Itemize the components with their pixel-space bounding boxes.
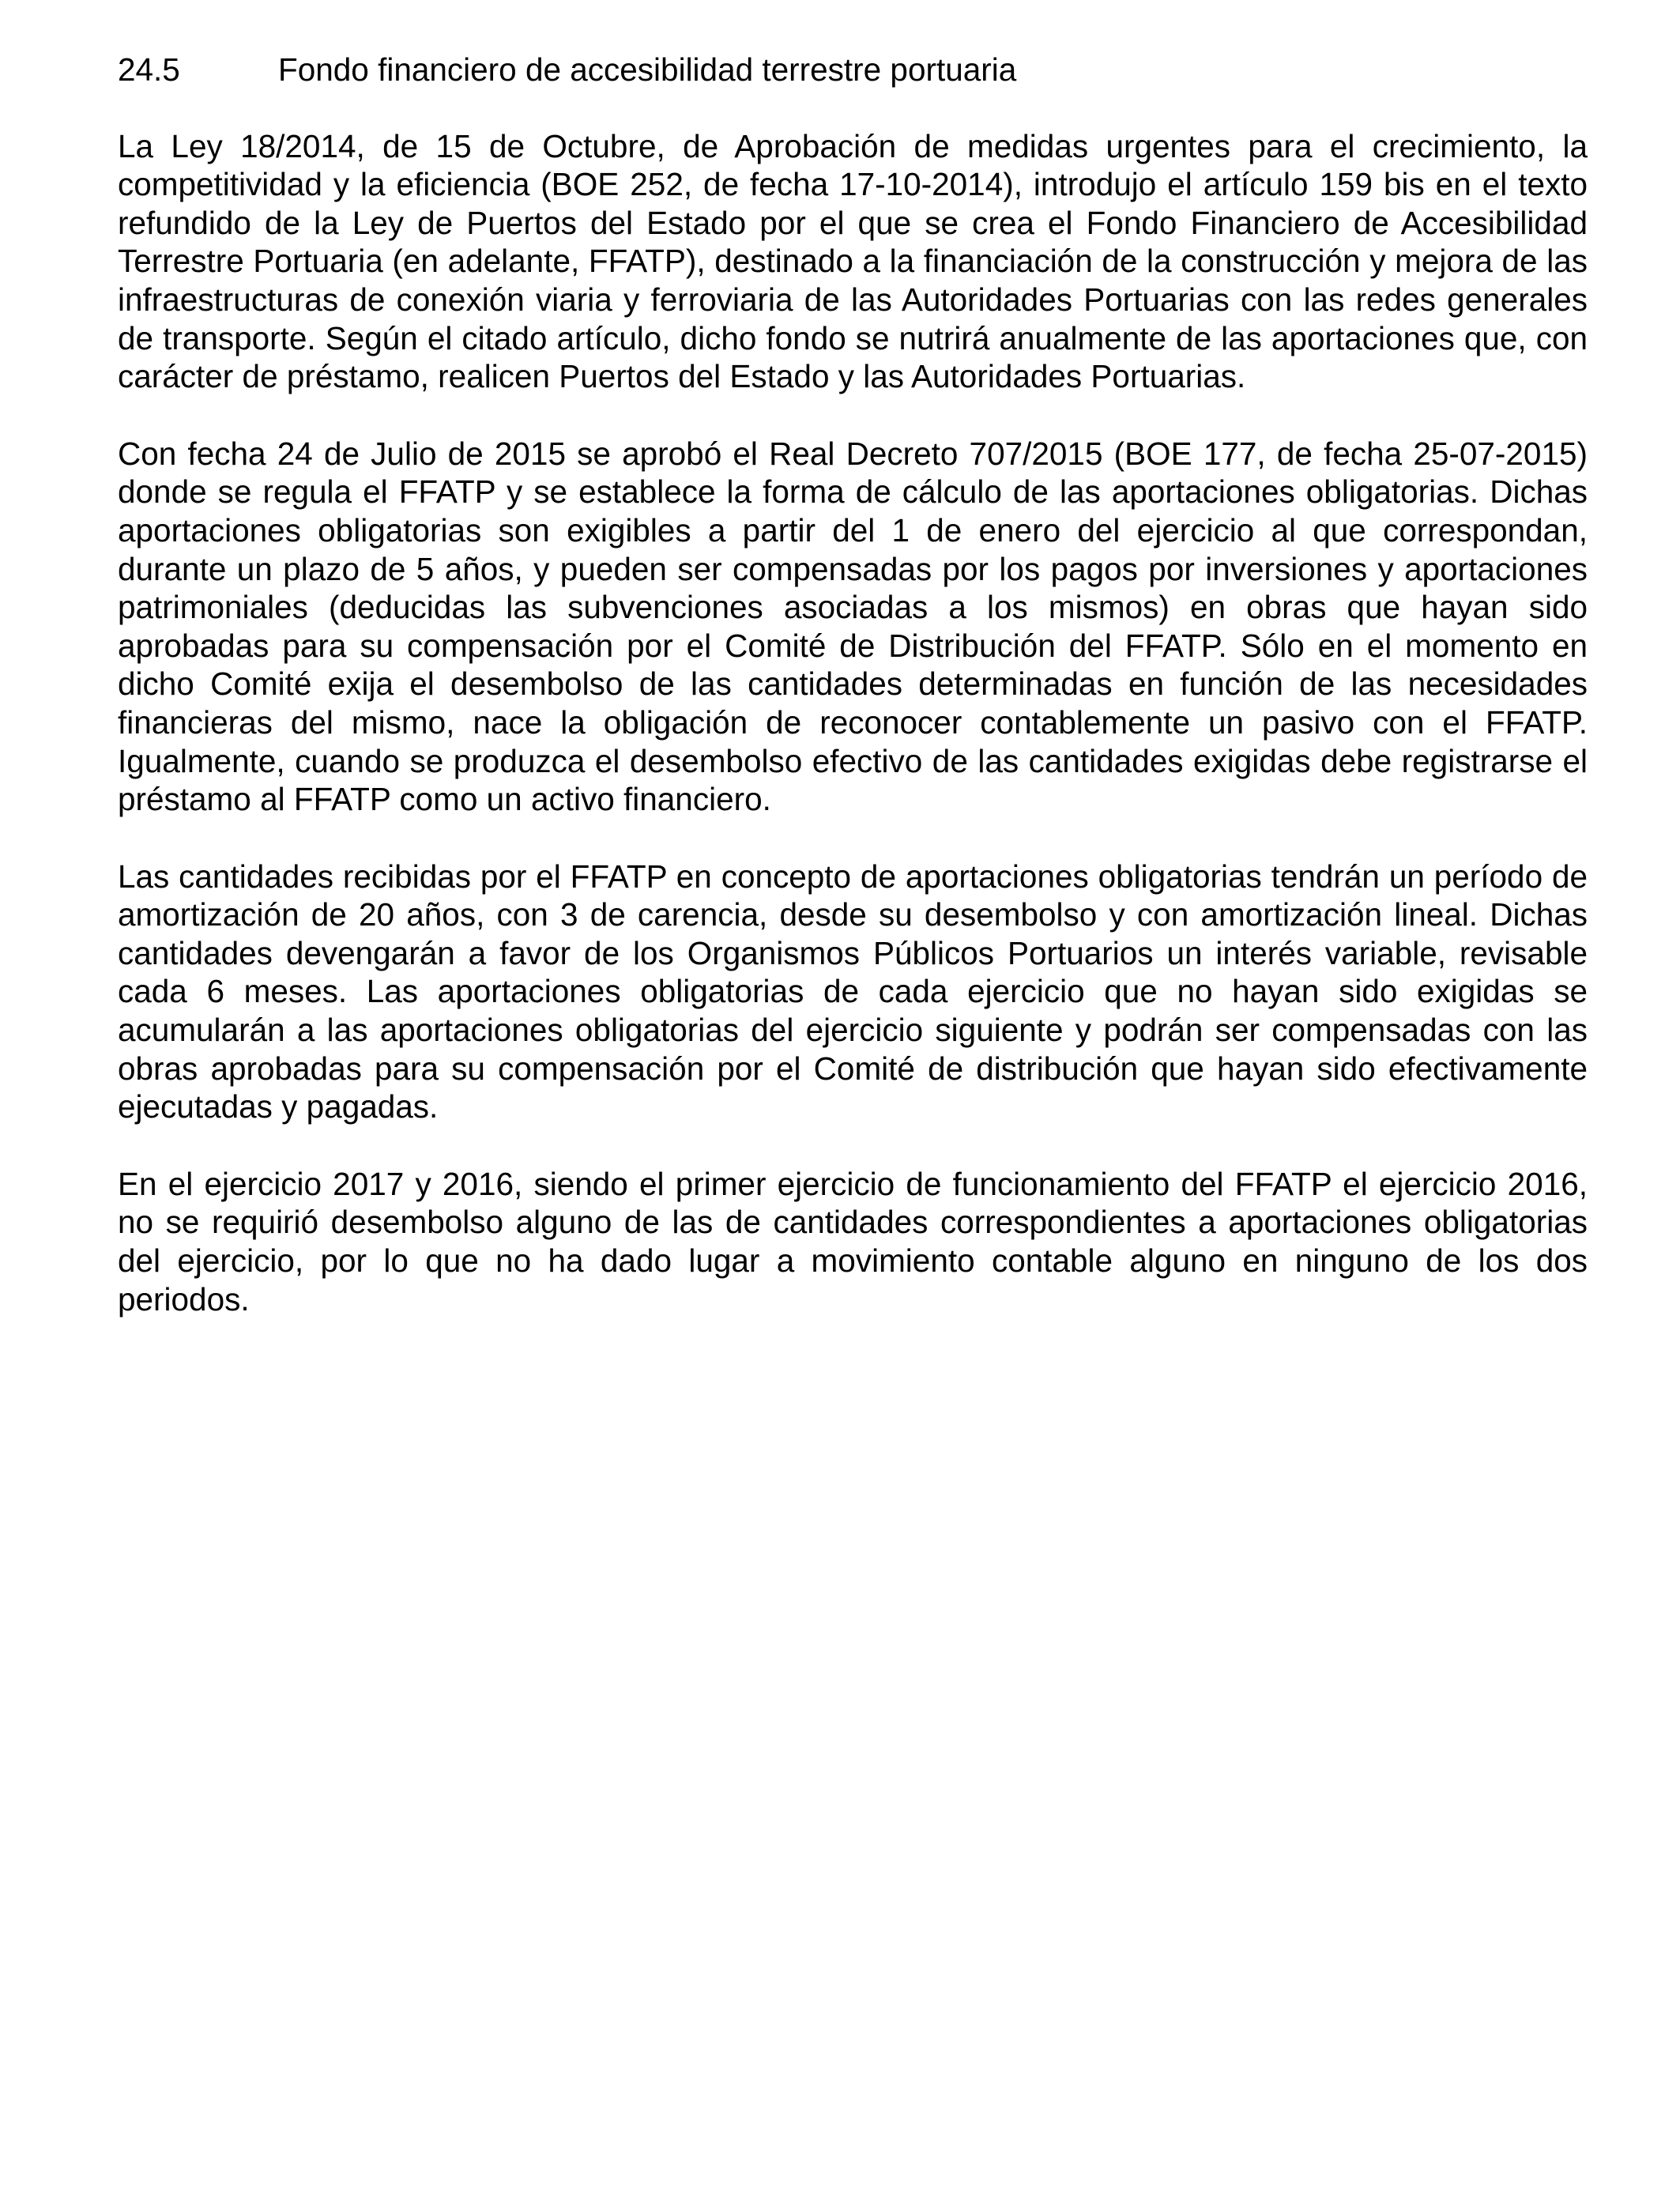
section-number: 24.5: [118, 51, 180, 88]
section-title: Fondo financiero de accesibilidad terrestre portuaria: [278, 51, 1017, 88]
paragraph-amortizacion: Las cantidades recibidas por el FFATP en concepto de aportaciones obligatorias tendrán un período de amortización de 20 años, con 3 de carencia, desde su desembolso y con amortización lineal. Dichas cantidades devengarán a favor de los Organismos Públicos Portuarios un interés variable, revisable cada 6 meses. Las aportaciones obligatorias de cada ejercicio que no hayan sido exigidas se acumularán a las aportaciones obligatorias del ejercicio siguiente y podrán ser compensadas con las obras aprobadas para su compensación por el Comité de distribución que hayan sido efectivamente ejecutadas y pagadas.: [118, 858, 1588, 1125]
paragraph-ley-18-2014: La Ley 18/2014, de 15 de Octubre, de Aprobación de medidas urgentes para el crecimiento, la competitividad y la eficiencia (BOE 252, de fecha 17-10-2014), introdujo el artículo 159 bis en el texto refundido de la Ley de Puertos del Estado por el que se crea el Fondo Financiero de Accesibilidad Terrestre Portuaria (en adelante, FFATP), destinado a la financiación de la construcción y mejora de las infraestructuras de conexión viaria y ferroviaria de las Autoridades Portuarias con las redes generales de transporte. Según el citado artículo, dicho fondo se nutrirá anualmente de las aportaciones que, con carácter de préstamo, realicen Puertos del Estado y las Autoridades Portuarias.: [118, 127, 1588, 395]
section-heading: [118, 51, 1588, 89]
document-body: [118, 51, 1588, 1357]
paragraph-real-decreto-707-2015: Con fecha 24 de Julio de 2015 se aprobó el Real Decreto 707/2015 (BOE 177, de fecha 25-07-2015) donde se regula el FFATP y se establece la forma de cálculo de las aportaciones obligatorias. Dichas aportaciones obligatorias son exigibles a partir del 1 de enero del ejercicio al que correspondan, durante un plazo de 5 años, y pueden ser compensadas por los pagos por inversiones y aportaciones patrimoniales (deducidas las subvenciones asociadas a los mismos) en obras que hayan sido aprobadas para su compensación por el Comité de Distribución del FFATP. Sólo en el momento en dicho Comité exija el desembolso de las cantidades determinadas en función de las necesidades financieras del mismo, nace la obligación de reconocer contablemente un pasivo con el FFATP. Igualmente, cuando se produzca el desembolso efectivo de las cantidades exigidas debe registrarse el préstamo al FFATP como un activo financiero.: [118, 435, 1588, 818]
paragraph-ejercicio-2017-2016: En el ejercicio 2017 y 2016, siendo el primer ejercicio de funcionamiento del FFATP el ejercicio 2016, no se requirió desembolso alguno de las de cantidades correspondientes a aportaciones obligatorias del ejercicio, por lo que no ha dado lugar a movimiento contable alguno en ninguno de los dos periodos.: [118, 1165, 1588, 1318]
